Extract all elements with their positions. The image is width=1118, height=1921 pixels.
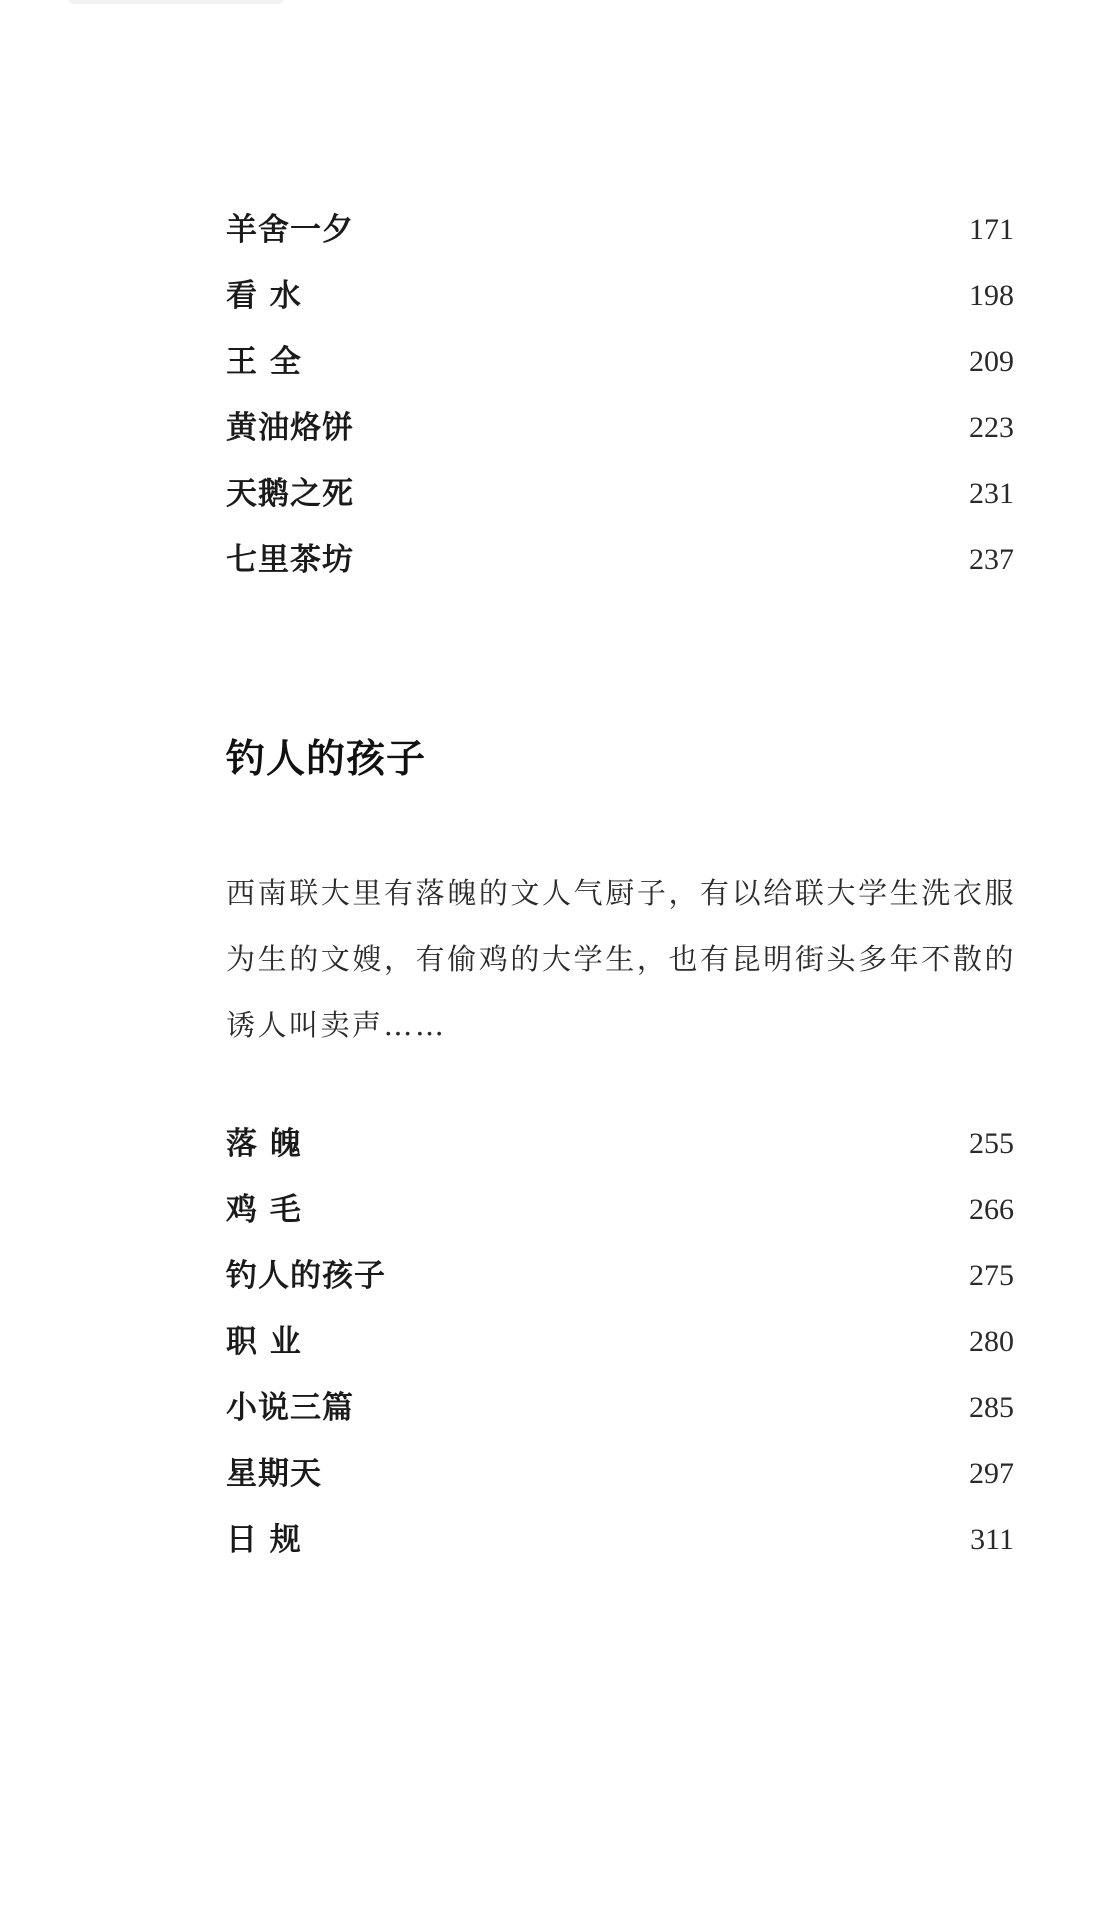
toc-entry[interactable] (226, 1256, 1014, 1322)
toc-entry-page: 171 (969, 213, 1014, 246)
toc-entry-page: 223 (969, 411, 1014, 444)
section-heading: 钓人的孩子 (226, 737, 427, 782)
toc-entry[interactable] (226, 1190, 1014, 1256)
toc-entry[interactable] (226, 1388, 1014, 1454)
toc-entry-title: 鸡 毛 (226, 1192, 302, 1228)
toc-entry[interactable] (226, 540, 1014, 606)
toc-entry-title: 王 全 (226, 344, 302, 380)
toc-entry[interactable] (226, 276, 1014, 342)
toc-entry-page: 280 (969, 1325, 1014, 1358)
toc-entry-title: 钓人的孩子 (226, 1258, 386, 1294)
toc-entry-page: 198 (969, 279, 1014, 312)
section-intro: 西南联大里有落魄的文人气厨子，有以给联大学生洗衣服为生的文嫂，有偷鸡的大学生，也有昆明街头多年不散的诱人叫卖声…… (226, 876, 1016, 1042)
toc-entry-title: 落 魄 (226, 1126, 302, 1162)
toc-list-part-1 (226, 210, 1014, 606)
toc-entry-page: 209 (969, 345, 1014, 378)
toc-entry[interactable] (226, 342, 1014, 408)
toc-entry-title: 羊舍一夕 (226, 212, 354, 248)
toc-list-part-2 (226, 1124, 1014, 1586)
toc-entry[interactable] (226, 408, 1014, 474)
toc-entry-page: 255 (969, 1127, 1014, 1160)
toc-entry-title: 日 规 (226, 1522, 302, 1558)
toc-entry[interactable] (226, 1124, 1014, 1190)
toc-entry[interactable] (226, 1322, 1014, 1388)
toc-entry-title: 天鹅之死 (226, 476, 354, 512)
toc-entry[interactable] (226, 1520, 1014, 1586)
toc-entry-page: 311 (970, 1523, 1014, 1556)
toc-entry-page: 266 (969, 1193, 1014, 1226)
toc-entry-title: 看 水 (226, 278, 302, 314)
toc-entry[interactable] (226, 210, 1014, 276)
top-tab-decoration (66, 0, 286, 4)
toc-entry-page: 285 (969, 1391, 1014, 1424)
toc-entry-title: 七里茶坊 (226, 542, 354, 578)
toc-entry-page: 237 (969, 543, 1014, 576)
toc-entry[interactable] (226, 474, 1014, 540)
toc-entry-page: 297 (969, 1457, 1014, 1490)
toc-entry-title: 小说三篇 (226, 1390, 354, 1426)
toc-entry-page: 275 (969, 1259, 1014, 1292)
toc-entry-title: 星期天 (226, 1456, 322, 1492)
toc-entry[interactable] (226, 1454, 1014, 1520)
toc-entry-title: 职 业 (226, 1324, 302, 1360)
toc-entry-page: 231 (969, 477, 1014, 510)
toc-entry-title: 黄油烙饼 (226, 410, 354, 446)
